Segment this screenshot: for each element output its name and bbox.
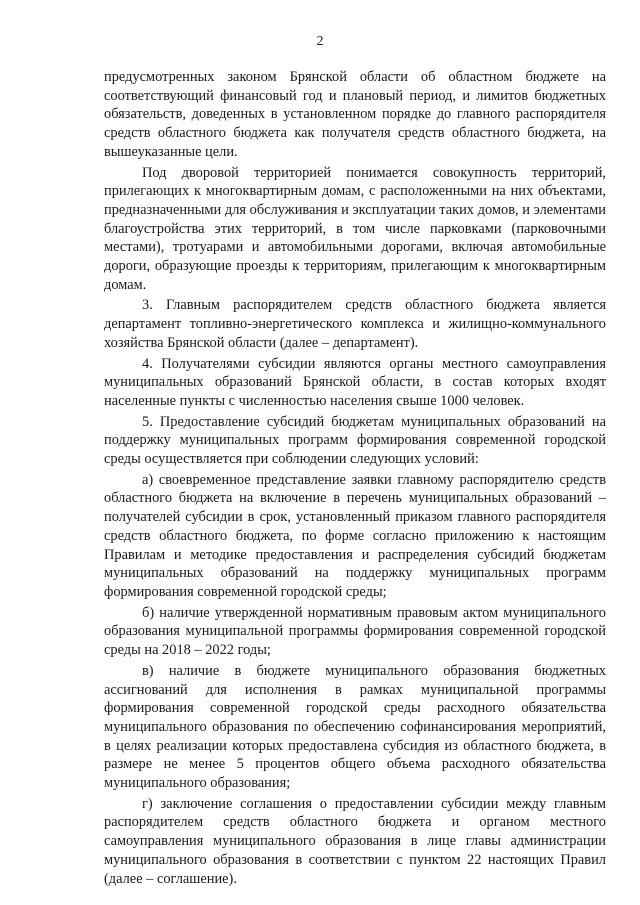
- document-body: [104, 68, 606, 890]
- paragraph-subitem-b: б) наличие утвержденной нормативным правовым актом муниципального образования муниципальной программы формирования современной городской среды на 2018 – 2022 годы;: [104, 604, 606, 659]
- paragraph-continuation: предусмотренных законом Брянской области об областном бюджете на соответствующий финансовый год и плановый период, и лимитов бюджетных обязательств, доведенных в установленном порядке до главного распорядителя средств областного бюджета как получателя средств областного бюджета, на вышеуказанные цели.: [104, 69, 606, 160]
- paragraph-item-4: 4. Получателями субсидии являются органы местного самоуправления муниципальных образований Брянской области, в состав которых входят населенные пункты с численностью населения свыше 1000 человек.: [104, 355, 606, 409]
- paragraph-subitem-v: в) наличие в бюджете муниципального образования бюджетных ассигнований для исполнения в рамках муниципальной программы формирования современной городской среды расходного обязательства муниципального образования по обеспечению софинансирования мероприятий, в целях реализации которых предоставлена субсидия из областного бюджета, в размере не менее 5 процентов общего объема расходного обязательства муниципального образования;: [104, 662, 606, 792]
- paragraph-courtyard-definition: Под дворовой территорией понимается совокупность территорий, прилегающих к многоквартирным домам, с расположенными на них объектами, предназначенными для обслуживания и эксплуатации таких домов, и элементами благоустройства этих территорий, в том числе парковками (парковочными местами), тротуарами и автомобильными дорогами, включая автомобильные дороги, образующие проезды к территориям, прилегающим к многоквартирным домам.: [104, 164, 606, 293]
- paragraph-subitem-g: г) заключение соглашения о предоставлении субсидии между главным распорядителем средств областного бюджета и органом местного самоуправления муниципального образования в лице главы администрации муниципального образования в соответствии с пунктом 22 настоящих Правил (далее – соглашение).: [104, 795, 606, 887]
- paragraph-subitem-a: а) своевременное представление заявки главному распорядителю средств областного бюджета на включение в перечень муниципальных образований – получателей субсидии в срок, установленный приказом главного распорядителя средств областного бюджета, по форме согласно приложению к настоящим Правилам и методике предоставления и распределения субсидий бюджетам муниципальных образований на поддержку муниципальных программ формирования современной городской среды;: [104, 471, 606, 600]
- paragraph-item-3: 3. Главным распорядителем средств областного бюджета является департамент топливно-энергетического комплекса и жилищно-коммунального хозяйства Брянской области (далее – департамент).: [104, 297, 606, 351]
- paragraph-item-5: 5. Предоставление субсидий бюджетам муниципальных образований на поддержку муниципальных программ формирования современной городской среды осуществляется при соблюдении следующих условий:: [104, 413, 606, 468]
- page-number: 2: [316, 34, 324, 49]
